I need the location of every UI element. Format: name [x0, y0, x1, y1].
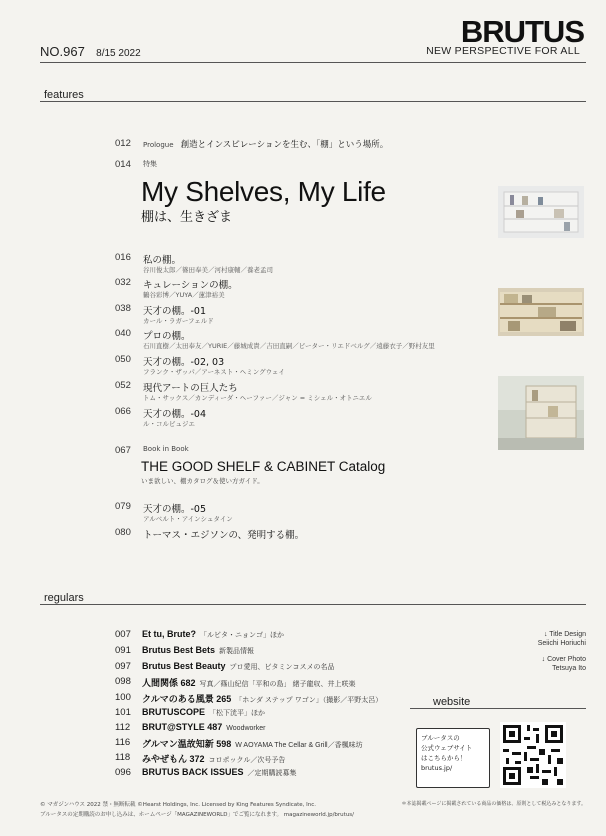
- cover-photo-credit: [542, 655, 586, 673]
- footer-copyright: © マガジンハウス 2022 禁・無断転載 ©Hearst Holdings, Inc. Licensed by King Features Syndicate, Inc.: [40, 802, 317, 808]
- feature-title: 天才の棚。-04: [143, 409, 207, 420]
- feature-title: 天才の棚。-02, 03: [143, 357, 225, 368]
- title-design-credit: [538, 630, 586, 648]
- feature-sub: トム・サックス／カンディーダ・ヘーファー／ジャン = ミシェル・オトニエル: [143, 394, 372, 402]
- cover-photo-label: ↓ Cover Photo: [541, 656, 586, 663]
- issue-number: NO.967: [40, 44, 85, 59]
- page-number: 096: [115, 767, 131, 778]
- book-in-book-title: THE GOOD SHELF & CABINET Catalog: [141, 459, 386, 474]
- website-callout: [416, 728, 490, 788]
- main-feature-subtitle: 棚は、生きざま: [141, 210, 233, 225]
- footer-subscription: ブルータスの定期購読のお申し込みは、ホームページ「MAGAZINEWORLD」でご覧になれます。 magazineworld.jp/brutus/: [40, 812, 355, 818]
- feature-title: 天才の棚。-05: [143, 504, 207, 515]
- page-number: 032: [115, 277, 131, 288]
- page-number: 040: [115, 328, 131, 339]
- cover-photo-name: Tetsuya Ito: [552, 665, 586, 672]
- page-number: 101: [115, 707, 131, 718]
- regular-title-text: Brutus Best Bets: [142, 645, 216, 655]
- page-number: 007: [115, 629, 131, 640]
- regular-title: [142, 707, 265, 718]
- regular-desc: 新製品情報: [219, 648, 255, 655]
- regular-title-text: クルマのある風景 265: [142, 694, 232, 704]
- feature-sub: フランク・ザッパ／アーネスト・ヘミングウェイ: [143, 368, 285, 376]
- feature-prefix: 特集: [143, 160, 157, 168]
- regular-desc: 「ホンダ ステップ ワゴン」（撮影／平野太呂）: [235, 697, 383, 704]
- feature-title: 現代アートの巨人たち: [143, 383, 238, 394]
- page-number: 012: [115, 138, 131, 149]
- feature-title: トーマス・エジソンの、発明する棚。: [143, 530, 305, 541]
- regular-desc: 「ルビタ・ニョンゴ」ほか: [200, 632, 284, 639]
- regular-desc: コロポックル／次号予告: [208, 757, 286, 764]
- page-number: 118: [115, 752, 131, 763]
- footer-price-note: ＊本誌掲載ページに掲載されている商品の価格は、原則として税込みとなります。: [401, 801, 586, 807]
- website-box[interactable]: [410, 718, 586, 788]
- section-features-label: features: [44, 89, 84, 101]
- page-number: 038: [115, 303, 131, 314]
- regular-title: [142, 676, 355, 689]
- section-features-rule: [40, 101, 586, 102]
- feature-sub: カール・ラガーフェルド: [143, 317, 214, 325]
- feature-sub: 石川直樹／太田奉友／YURIE／藤城成貴／吉田直嗣／ピーター・リエドベルグ／遠藤衣子／野村友里: [143, 342, 435, 350]
- title-design-label: ↓ Title Design: [543, 631, 586, 638]
- page-number: 066: [115, 406, 131, 417]
- qr-code-icon[interactable]: [500, 722, 566, 788]
- regular-title-text: みやぜもん 372: [142, 754, 205, 764]
- page-number: 079: [115, 501, 131, 512]
- feature-sub: アルベルト・アインシュタイン: [143, 515, 233, 523]
- shelf-photo-3: [498, 376, 584, 450]
- regular-title-text: BRUT@STYLE 487: [142, 722, 223, 732]
- page-number: 050: [115, 354, 131, 365]
- regular-title: [142, 692, 382, 705]
- regular-desc: 写真／篠山紀信「平和の島」 緒子龍収、井上咲楽: [199, 681, 356, 688]
- regular-desc: Woodworker: [226, 725, 266, 732]
- page-number: 112: [115, 722, 131, 733]
- regular-desc: プロ愛用、ビタミンコスメの名品: [229, 664, 335, 671]
- page-number: 100: [115, 692, 131, 703]
- shelf-photo-2: [498, 288, 584, 336]
- feature-sub: 谷川俊太郎／篠田奉美／河村康輔／養老孟司: [143, 266, 273, 274]
- regular-title: [142, 645, 254, 656]
- title-design-name: Seiichi Horiuchi: [537, 640, 586, 647]
- feature-sub: 鶴谷彩博／YUYA／蓮津裕美: [143, 291, 225, 299]
- brutus-logo: BRUTUS: [460, 14, 584, 49]
- feature-prefix: Book in Book: [143, 445, 189, 453]
- website-url[interactable]: brutus.jp/: [421, 764, 453, 772]
- regular-title-text: BRUTUSCOPE: [142, 707, 206, 717]
- header-rule: [40, 62, 586, 63]
- shelf-photo-1: [498, 186, 584, 238]
- main-feature-title: My Shelves, My Life: [141, 176, 386, 207]
- page-number: 116: [115, 737, 131, 748]
- page-number: 016: [115, 252, 131, 263]
- feature-text: 創造とインスピレーションを生む、「棚」という場所。: [180, 140, 389, 150]
- regular-desc: 「松下洸平」ほか: [209, 710, 266, 717]
- website-line-3: はこちらから！: [421, 754, 467, 762]
- section-regulars-label: regulars: [44, 592, 84, 604]
- page-number: 097: [115, 661, 131, 672]
- issue-info: [40, 44, 141, 59]
- feature-title: 天才の棚。-01: [143, 306, 207, 317]
- regular-title: [142, 767, 297, 778]
- feature-title: プロの棚。: [143, 331, 191, 342]
- regular-title: [142, 629, 284, 640]
- regular-title-text: Et tu, Brute?: [142, 629, 196, 639]
- website-line-1: ブルータスの: [421, 734, 460, 742]
- section-website-label: website: [433, 696, 471, 708]
- section-website-rule: [410, 708, 586, 709]
- regular-title-text: Brutus Best Beauty: [142, 661, 226, 671]
- regular-title-text: グルマン温故知新 598: [142, 739, 232, 749]
- book-in-book-sub: いま欲しい、棚カタログ＆使い方ガイド。: [141, 477, 264, 485]
- regular-title-text: 人間関係 682: [142, 678, 196, 688]
- regular-desc: W AOYAMA The Cellar & Grill／香楓味坊: [235, 742, 363, 749]
- website-line-2: 公式ウェブサイト: [421, 744, 473, 752]
- feature-prefix: Prologue: [143, 141, 174, 149]
- regular-title: [142, 752, 285, 765]
- regular-title: [142, 737, 363, 750]
- feature-title: 私の棚。: [143, 255, 182, 266]
- regular-title-text: BRUTUS BACK ISSUES: [142, 767, 244, 777]
- feature-title: キュレーションの棚。: [143, 280, 238, 291]
- feature-title: [143, 138, 388, 150]
- tagline: NEW PERSPECTIVE FOR ALL: [426, 45, 580, 57]
- section-regulars-rule: [40, 604, 586, 605]
- feature-sub: ル・コルビュジエ: [143, 420, 195, 428]
- page-number: 098: [115, 676, 131, 687]
- page-number: 067: [115, 445, 131, 456]
- page-number: 080: [115, 527, 131, 538]
- page-number: 052: [115, 380, 131, 391]
- regular-title: [142, 661, 335, 672]
- regular-desc: ／定期購読募集: [247, 770, 297, 777]
- page-number: 091: [115, 645, 131, 656]
- issue-date: 8/15 2022: [96, 48, 141, 59]
- regular-title: [142, 722, 265, 732]
- page-number: 014: [115, 159, 131, 170]
